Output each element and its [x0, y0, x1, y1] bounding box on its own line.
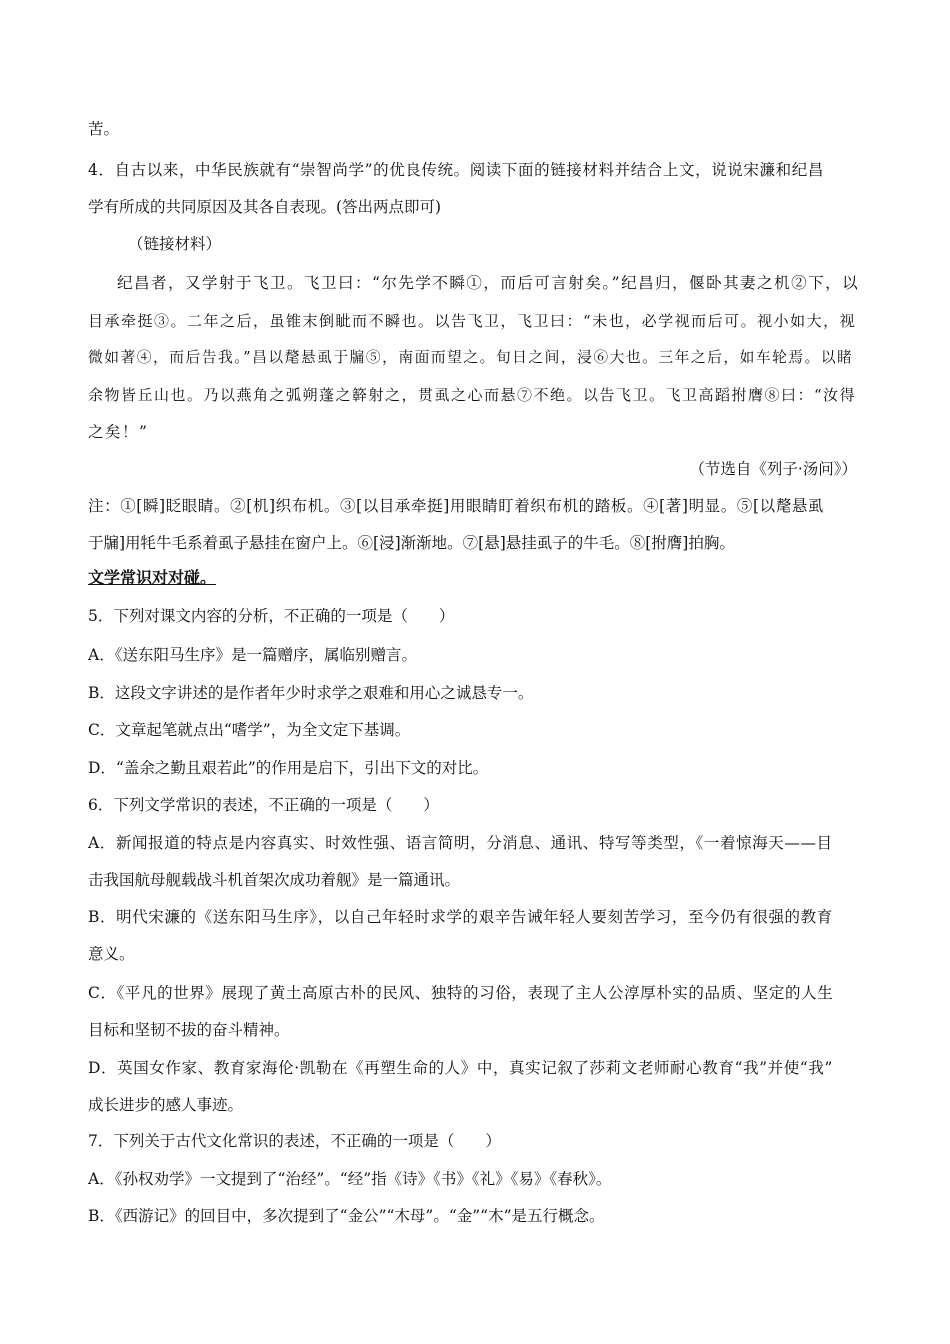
- passage-line-3: 微如著④，而后告我。”昌以氂悬虱于牖⑤，南面而望之。旬日之间，浸⑥大也。三年之后，如车轮焉。以睹: [88, 349, 854, 366]
- q6-stem: 6．下列文学常识的表述，不正确的一项是（ ）: [88, 796, 439, 814]
- passage-source: （节选自《列子·汤问》）: [689, 460, 857, 478]
- q5-stem: 5．下列对课文内容的分析，不正确的一项是（ ）: [88, 607, 455, 625]
- q4-stem-line-1: 4．自古以来，中华民族就有“崇智尚学”的优良传统。阅读下面的链接材料并结合上文，说说宋濂和纪昌: [88, 161, 824, 179]
- q6-line-5: C．《平凡的世界》展现了黄土高原古朴的民风、独特的习俗，表现了主人公淳厚朴实的品质、坚定的人生: [88, 984, 834, 1002]
- q6-line-1: A．新闻报道的特点是内容真实、时效性强、语言简明，分消息、通讯、特写等类型，《一着惊海天——目: [88, 834, 833, 852]
- q7-option-b: B．《西游记》的回目中，多次提到了“金公”“木母”。“金”“木”是五行概念。: [88, 1207, 605, 1225]
- link-material-label: （链接材料）: [128, 235, 222, 253]
- q3-tail-text: 苦。: [88, 120, 120, 138]
- q6-line-8: 成长进步的感人事迹。: [88, 1096, 244, 1114]
- q6-line-7: D．英国女作家、教育家海伦·凯勒在《再塑生命的人》中，真实记叙了莎莉文老师耐心教育“我”并使“我”: [88, 1059, 833, 1077]
- notes-line-2: 于牖]用牦牛毛系着虱子悬挂在窗户上。⑥[浸]渐渐地。⑦[悬]悬挂虱子的牛毛。⑧[拊膺]拍胸。: [88, 534, 735, 552]
- q6-line-2: 击我国航母舰载战斗机首架次成功着舰》是一篇通讯。: [88, 871, 461, 889]
- q7-stem: 7．下列关于古代文化常识的表述，不正确的一项是（ ）: [88, 1132, 501, 1150]
- passage-line-2: 目承牵挺③。二年之后，虽锥末倒眦而不瞬也。以告飞卫，飞卫曰：“未也，必学视而后可。视小如大，视: [88, 312, 857, 330]
- q4-stem-line-2: 学有所成的共同原因及其各自表现。(答出两点即可): [88, 198, 442, 216]
- notes-line-1: 注：①[瞬]眨眼睛。②[机]织布机。③[以目承牵挺]用眼睛盯着织布机的踏板。④[著]明显。⑤[以氂悬虱: [88, 497, 825, 515]
- passage-line-4: 余物皆丘山也。乃以燕角之弧朔蓬之簳射之，贯虱之心而悬⑦不绝。以告飞卫。飞卫高蹈拊膺⑧曰：“汝得: [88, 386, 857, 404]
- passage-line-5: 之矣！”: [88, 423, 149, 441]
- q7-option-a: A．《孙权劝学》一文提到了“治经”。“经”指《诗》《书》《礼》《易》《春秋》。: [88, 1170, 612, 1188]
- q5-option-a: A．《送东阳马生序》是一篇赠序，属临别赠言。: [88, 646, 417, 664]
- section-heading: 文学常识对对碰。: [88, 568, 217, 587]
- q5-option-b: B．这段文字讲述的是作者年少时求学之艰难和用心之诚恳专一。: [88, 684, 534, 702]
- q5-option-c: C．文章起笔就点出“嗜学”，为全文定下基调。: [88, 721, 411, 739]
- q6-line-4: 意义。: [88, 945, 135, 963]
- q5-option-d: D．“盖余之勤且艰若此”的作用是启下，引出下文的对比。: [88, 759, 489, 777]
- passage-line-1: 纪昌者，又学射于飞卫。飞卫曰：“尔先学不瞬①，而后可言射矣。”纪昌归，偃卧其妻之机②下，以: [117, 274, 860, 292]
- q6-line-6: 目标和坚韧不拔的奋斗精神。: [88, 1021, 290, 1039]
- q6-line-3: B．明代宋濂的《送东阳马生序》，以自己年轻时求学的艰辛告诫年轻人要刻苦学习，至今仍有很强的教育: [88, 908, 833, 926]
